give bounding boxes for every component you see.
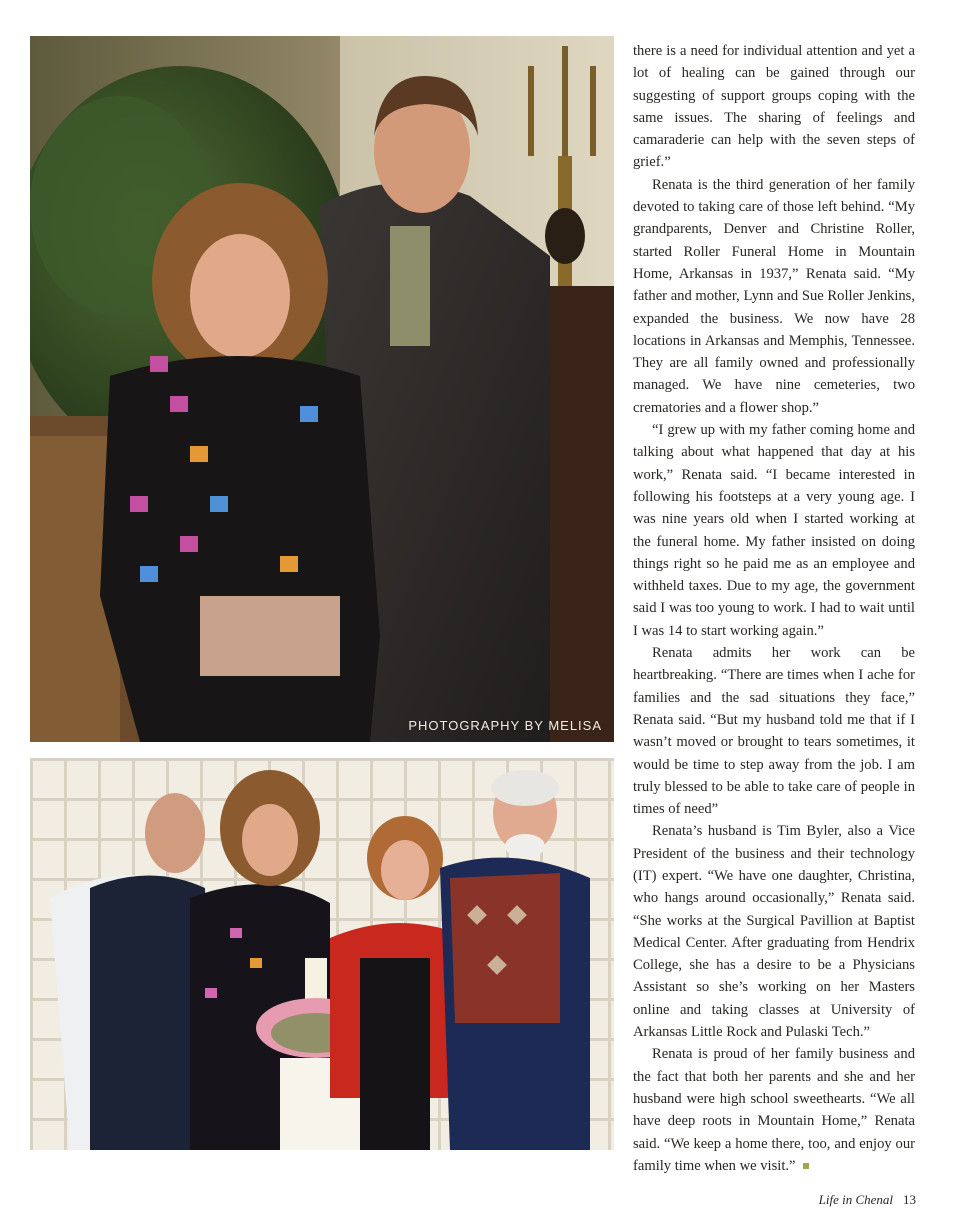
photo-credit: PHOTOGRAPHY BY MELISA (408, 718, 602, 733)
article-paragraph-2: Renata is the third generation of her family devoted to taking care of those left behind. “My grandparents, Denver and Christine Roller, started Roller Funeral Home in Mountain Home, Arkansas in 1937,” Renata said. “My father and mother, Lynn and Sue Roller Jenkins, expanded the business. We now have 28 locations in Arkansas and Memphis, Tennessee. They are all family owned and professionally managed. We have nine cemeteries, two crematories and a flower shop.” (633, 176, 915, 416)
article-paragraph-6-text: Renata is proud of her family business and the fact that both her parents and she and her husband were high school sweethearts. “We all have deep roots in Mountain Home,” Renata said. “We keep a home there, too, and enjoy our family time when we visit.” (633, 1046, 915, 1174)
page-number: 13 (903, 1192, 916, 1207)
article-paragraph-4: Renata admits her work can be heartbreaking. “There are times when I ache for families and the sad situations they face,” Renata said. “But my husband told me that if I wasn’t moved or brought to tears sometimes, it would be time to step away from the job. I am truly blessed to be able to take care of people in times of need” (633, 645, 915, 818)
couple-portrait-photo (30, 36, 614, 742)
article-column (633, 40, 915, 1177)
article-paragraph-6 (633, 1043, 915, 1177)
article-paragraph-3: “I grew up with my father coming home and talking about what happened that day at his work,” Renata said. “I became interested in following his footsteps at a very young age. I was nine years old when I started working at the funeral home. My father insisted on doing things right so he paid me as an employee and withheld taxes. Due to my age, the government said I was too young to work. I had to wait until I was 14 to start working again.” (633, 422, 915, 639)
article-paragraph-5: Renata’s husband is Tim Byler, also a Vice President of the business and their technology (IT) expert. “We have one daughter, Christina, who hangs around occasionally,” Renata said. “She works at the Surgical Pavillion at Baptist Medical Center. After graduating from Hendrix College, she has a desire to be a Physicians Assistant so she’s working on her Masters online and taking classes at University of Arkansas Little Rock and Pulaski Tech.” (633, 823, 915, 1041)
magazine-name: Life in Chenal (818, 1192, 893, 1207)
article-paragraph-1: there is a need for individual attention and yet a lot of healing can be gained through our suggesting of support groups coping with the same issues. The sharing of feelings and camaraderie can help with the seven steps of grief.” (633, 43, 915, 171)
couple-portrait-image (30, 36, 614, 742)
page-footer (819, 1192, 916, 1208)
family-group-image (30, 758, 614, 1150)
end-of-article-mark-icon (803, 1163, 809, 1169)
family-group-photo (30, 758, 614, 1150)
